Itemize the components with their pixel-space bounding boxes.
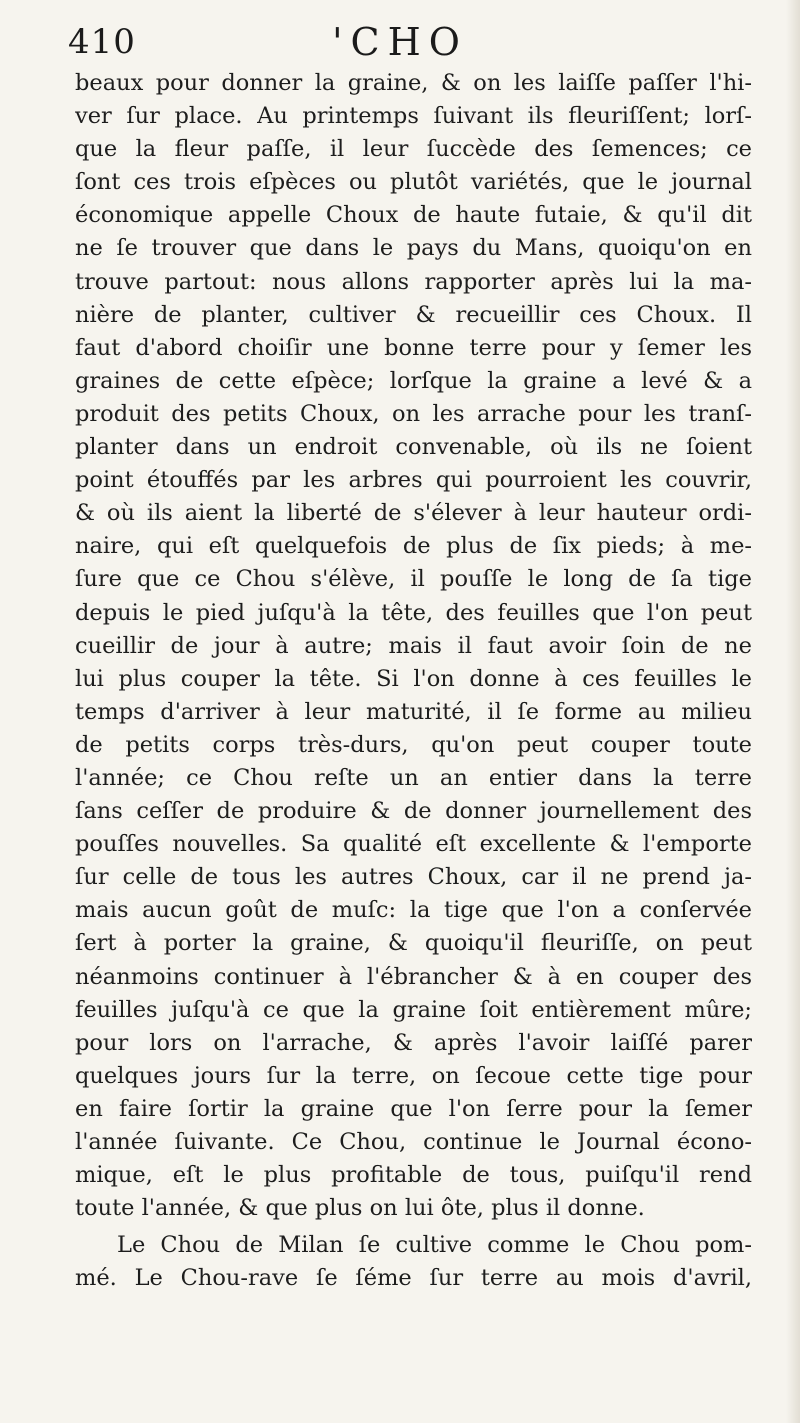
text-line: pouſſes nouvelles. Sa qualité eſt excellente & l'emporte (75, 831, 752, 858)
text-line: pour lors on l'arrache, & après l'avoir laiſſé parer (75, 1029, 752, 1056)
text-line: ſans ceſſer de produire & de donner journellement des (75, 798, 752, 825)
text-line: trouve partout: nous allons rapporter après lui la ma- (75, 268, 752, 295)
page-number: 410 (68, 22, 136, 62)
text-line: ver ſur place. Au printemps ſuivant ils fleuriſſent; lorſ- (75, 103, 752, 130)
text-line: temps d'arriver à leur maturité, il ſe forme au milieu (75, 698, 752, 725)
text-line: l'année ſuivante. Ce Chou, continue le Journal écono- (75, 1129, 752, 1155)
text-line: toute l'année, & que plus on lui ôte, plus il donne. (75, 1195, 645, 1222)
text-line: feuilles juſqu'à ce que la graine ſoit entièrement mûre; (75, 996, 752, 1023)
text-line: nière de planter, cultiver & recueillir ces Choux. Il (75, 301, 752, 328)
text-line: que la fleur paſſe, il leur ſuccède des ſemences; ce (75, 136, 752, 163)
text-line: l'année; ce Chou reſte un an entier dans la terre (75, 764, 752, 791)
text-line: naire, qui eſt quelquefois de plus de ſix pieds; à me- (75, 533, 752, 560)
text-line: graines de cette eſpèce; lorſque la graine a levé & a (75, 367, 752, 394)
text-line: & où ils aient la liberté de s'élever à leur hauteur ordi- (75, 500, 752, 527)
text-line: cueillir de jour à autre; mais il faut avoir ſoin de ne (75, 632, 752, 659)
text-line: planter dans un endroit convenable, où ils ne ſoient (75, 434, 752, 461)
paragraph-2 (75, 1229, 752, 1295)
text-line: mé. Le Chou-rave ſe ſéme ſur terre au mois d'avril, (75, 1265, 752, 1292)
text-line: de petits corps très-durs, qu'on peut couper toute (75, 731, 752, 758)
text-line: produit des petits Choux, on les arrache pour les tranſ- (75, 400, 752, 427)
text-line: ſont ces trois eſpèces ou plutôt variétés, que le journal (75, 169, 752, 196)
running-head: 'CHO (332, 20, 468, 64)
text-line: mais aucun goût de muſc: la tige que l'on a conſervée (75, 897, 752, 924)
text-line: quelques jours ſur la terre, on ſecoue cette tige pour (75, 1062, 752, 1089)
text-line: ne ſe trouver que dans le pays du Mans, quoiqu'on en (75, 235, 752, 262)
text-line: ſure que ce Chou s'élève, il pouſſe le long de ſa tige (75, 566, 752, 593)
page-header (0, 18, 800, 68)
text-line: en faire ſortir la graine que l'on ſerre pour la ſemer (75, 1095, 752, 1122)
text-line: Le Chou de Milan ſe cultive comme le Chou pom- (117, 1232, 752, 1259)
body-text (75, 67, 752, 1295)
text-line: mique, eſt le plus profitable de tous, puiſqu'il rend (75, 1162, 752, 1189)
text-line: lui plus couper la tête. Si l'on donne à ces feuilles le (75, 665, 752, 692)
text-line: économique appelle Choux de haute futaie, & qu'il dit (75, 202, 752, 229)
text-line: ſert à porter la graine, & quoiqu'il fleuriſſe, on peut (75, 930, 752, 957)
text-line: faut d'abord choiſir une bonne terre pour y ſemer les (75, 334, 752, 361)
paragraph-1 (75, 67, 752, 1225)
page-edge-shadow (786, 0, 800, 1423)
text-line: beaux pour donner la graine, & on les laiſſe paſſer l'hi- (75, 70, 752, 96)
text-line: depuis le pied juſqu'à la tête, des feuilles que l'on peut (75, 599, 752, 626)
text-line: point étouffés par les arbres qui pourroient les couvrir, (75, 467, 752, 494)
text-line: néanmoins continuer à l'ébrancher & à en couper des (75, 963, 752, 990)
text-line: ſur celle de tous les autres Choux, car il ne prend ja- (75, 864, 752, 891)
